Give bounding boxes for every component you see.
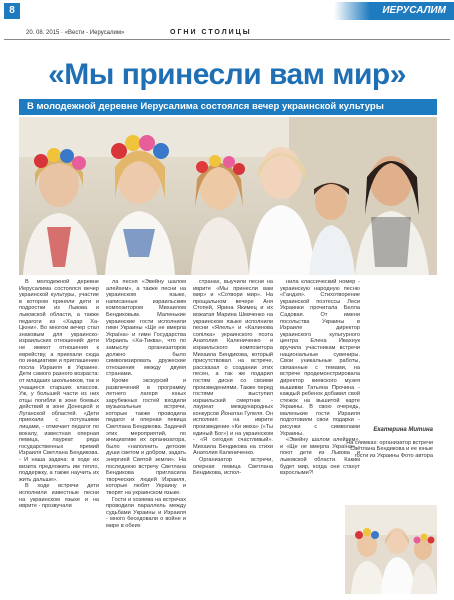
caption-box [345, 427, 433, 459]
paragraph: Организатор встречи, оперная певица Светлана Бендикова, испол- [193, 457, 273, 477]
main-photo [19, 117, 437, 275]
issue-line: 20. 08. 2015 · «Вести - Иерусалим» [26, 30, 125, 36]
article-headline: «Мы принесли вам мир» [48, 58, 406, 91]
paragraph: нила классический номер - украинскую народную песню «Гандзя». Стихотворение украинской поэтессы Леси Украинки прочитала Белла Садовая. От имени посольства Украины в Израиле директор украинского культурного центра Елена Ивахнук вручила участникам встречи национальные сувениры. Свои уникальные работы, связанные с темами, на встрече продемонстрировала директор киевского музея вышивки Татьяна Прочина - каждый ребенок добавил свой стежок на вышитой карте Украины. В свою очередь, маленькие гости Израиля подготовили свои подарки - рисунки с символами Украины. [280, 279, 360, 437]
paragraph: Кроме экскурсий и развлечений в программу летнего лагеря юных зарубежных гостей входили музыкальные встречи, которые также проводила педагог и оперная певица Светлана Бендикова. Задачей этих мероприятий, по инициативе их организатора, было «наполнить детские души светом и добром, задать энергией Святой земли». На последнюю встречу Светлана Бендикова пригласила творческих людей Израиля, которые любят Украину и творят на украинском языке. [106, 377, 186, 496]
article-column-3 [193, 279, 273, 477]
page-number: 8 [4, 3, 20, 19]
paragraph: «Эвейну шалом алейхем», и «Ще не вмерла Україна» - поют дети из Львова и львовской области. Каким будет мир, когда они станут взрослыми?! [280, 437, 360, 477]
paragraph: В ходе встречи дети исполнили известные песни на украинском языке и на иврите - прозвучали [19, 483, 99, 510]
section-tag: ИЕРУСАЛИМ [334, 2, 454, 20]
article-column-2 [106, 279, 186, 530]
header-rule [4, 39, 450, 40]
article-column-1 [19, 279, 99, 510]
photo-caption: На снимках: организатор встречи Светлана Бендикова и ее юные гости из Украины Фото автора [346, 439, 433, 459]
page-header [0, 0, 454, 44]
article-subheadline: В молодежной деревне Иерусалима состоялся вечер украинской культуры [19, 99, 437, 115]
paragraph: странах, выучили песни на иврите «Мы принесли вам мир» и «Сотвори мир». На прощальном вечере Аня Стопей, Ярина Якимец и их вожатая Марина Шевченко на украинском языке исполнили песни «Ялель» и «Калинова сопілка» украинского поэта Анатолия Калениченко и израильского композитора Михаила Бендикова, который присутствовал на встрече, рассказал о создании этих песен, а так же подарил гостям диски со своими произведениями. Также перед гостями выступил израильский смертник - лауреат международных конкурсов Йонатан Гулеля. Он исполнил на иврите произведение «Ки имха» («Ты единый Бог») и на украинском - «Я сегодня счастливый». Михаила Бендикова на стихи Анатолия Калениченко. [193, 279, 273, 457]
paragraph: ла песня «Эвейну шалом алейхем», а также песни на украинском языке, написанные израильским композитором Михаилом Бендиковым. Маленькие украинские гости исполнили гимн Украины «Ще не вмерла Україна» и гимн Государства Израиль «Ха-Тиква», что по замыслу организаторов должно было символизировать дружеские отношения между двумя странами. [106, 279, 186, 378]
paragraph: Гости и хозяева на встречах проводили параллель между судьбами Украины и Израиля - много беседовали о войне и мире в обеих [106, 496, 186, 529]
paragraph: В молодежной деревне Иерусалима состоялся вечер украинской культуры, участие в котором приняли дети и подростки из Львова и львовской области, а также педагоги из «Хадар Ха-Цюни». Во многом вечер стал знаковым для украинско-израильских отношений: дети не имеют отношения к еврейству, а приехали сюда по инициативе и приглашению посла Израиля в Украине. Дети самого разного возраста: от младших школьников, так и учащиеся старших классов. Уж, у большей части из них отцы погибли в зоне боевых действий в зоне Донецкой и Луганской областей. «Дети приехали с потухшими лицами, - отмечает педагог по вокалу, известная оперная певица, лауреат ряда государственных премий Израиля Светлана Бендикова. - И наша задача: в ходе их визита предложить им тепло, поддержку, а также научить их жить дальше». [19, 279, 99, 483]
paper-name: ОГНИ СТОЛИЦЫ [170, 29, 252, 36]
article-author: Екатерина Митина [373, 427, 433, 433]
secondary-photo [345, 505, 437, 594]
